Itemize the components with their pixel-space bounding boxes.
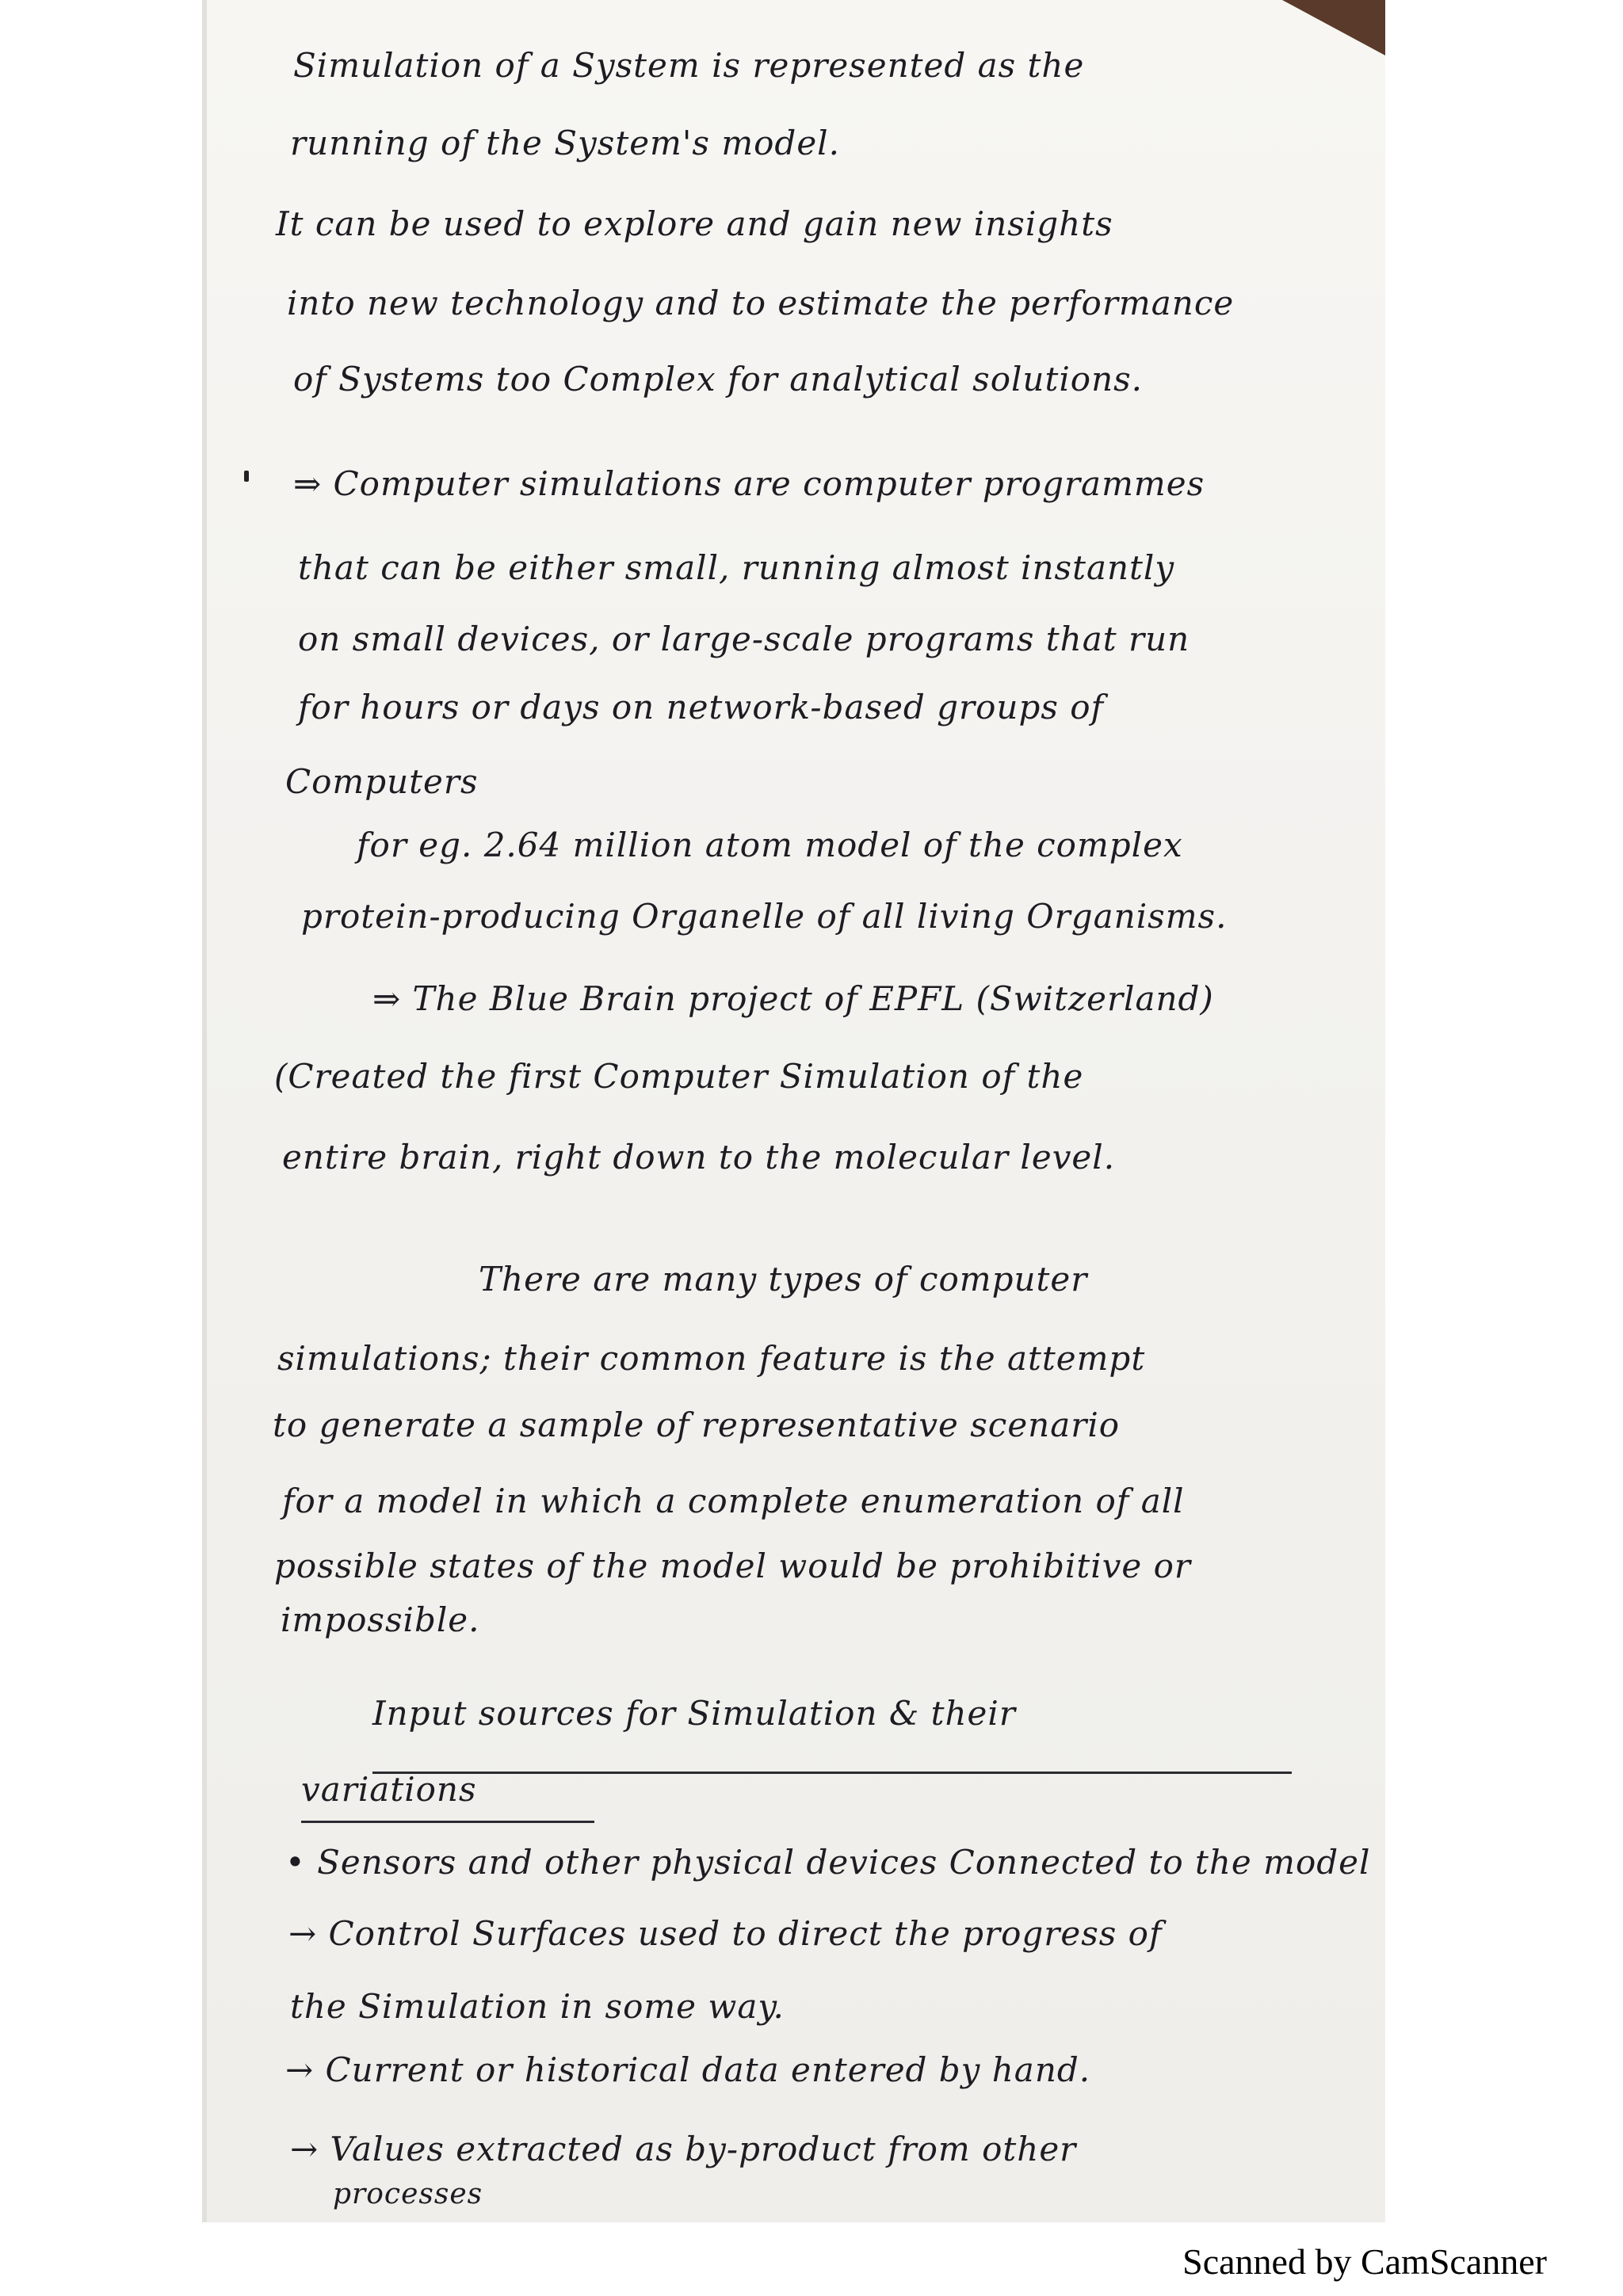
note-line: that can be either small, running almost instantly bbox=[298, 548, 1175, 587]
note-line: for a model in which a complete enumeration of all bbox=[282, 1482, 1185, 1520]
note-line: impossible. bbox=[281, 1600, 480, 1639]
note-line: entire brain, right down to the molecular level. bbox=[282, 1138, 1116, 1177]
note-line: Computers bbox=[285, 762, 479, 801]
paper-corner-shadow bbox=[1282, 0, 1385, 55]
scanner-footer: Scanned by CamScanner bbox=[1182, 2241, 1547, 2282]
notebook-paper bbox=[202, 0, 1385, 2222]
note-line: simulations; their common feature is the attempt bbox=[277, 1339, 1146, 1378]
bullet-item: the Simulation in some way. bbox=[290, 1987, 785, 2026]
bullet-item: → Control Surfaces used to direct the progress of bbox=[288, 1914, 1163, 1953]
note-line: protein-producing Organelle of all living Organisms. bbox=[301, 897, 1228, 936]
note-line: on small devices, or large-scale programs that run bbox=[298, 620, 1190, 658]
note-line: There are many types of computer bbox=[479, 1260, 1088, 1299]
note-line: Simulation of a System is represented as the bbox=[293, 46, 1085, 85]
note-line: of Systems too Complex for analytical solutions. bbox=[293, 360, 1144, 399]
note-line: for hours or days on network-based groups of bbox=[298, 688, 1105, 727]
section-heading-line: variations bbox=[301, 1770, 477, 1809]
bullet-item: → Values extracted as by-product from other bbox=[290, 2130, 1077, 2168]
bullet-item: → Current or historical data entered by hand. bbox=[285, 2050, 1091, 2089]
note-line: to generate a sample of representative scenario bbox=[273, 1405, 1121, 1444]
note-line: running of the System's model. bbox=[290, 124, 840, 162]
note-line: possible states of the model would be prohibitive or bbox=[274, 1547, 1192, 1585]
note-line: ⇒ Computer simulations are computer programmes bbox=[293, 464, 1205, 503]
note-line: into new technology and to estimate the performance bbox=[287, 284, 1235, 322]
note-line: ⇒ The Blue Brain project of EPFL (Switzerland) bbox=[372, 979, 1214, 1018]
note-line: It can be used to explore and gain new insights bbox=[276, 204, 1113, 243]
note-line: (Created the first Computer Simulation of the bbox=[274, 1057, 1084, 1096]
heading-underline bbox=[301, 1821, 594, 1823]
section-heading-line: Input sources for Simulation & their bbox=[372, 1694, 1016, 1733]
paper-edge bbox=[202, 0, 207, 2222]
bullet-item: processes bbox=[333, 2178, 483, 2210]
note-line: for eg. 2.64 million atom model of the complex bbox=[357, 826, 1183, 864]
margin-mark bbox=[244, 471, 249, 482]
bullet-item: • Sensors and other physical devices Connected to the model bbox=[285, 1843, 1371, 1882]
heading-underline bbox=[372, 1772, 1292, 1774]
